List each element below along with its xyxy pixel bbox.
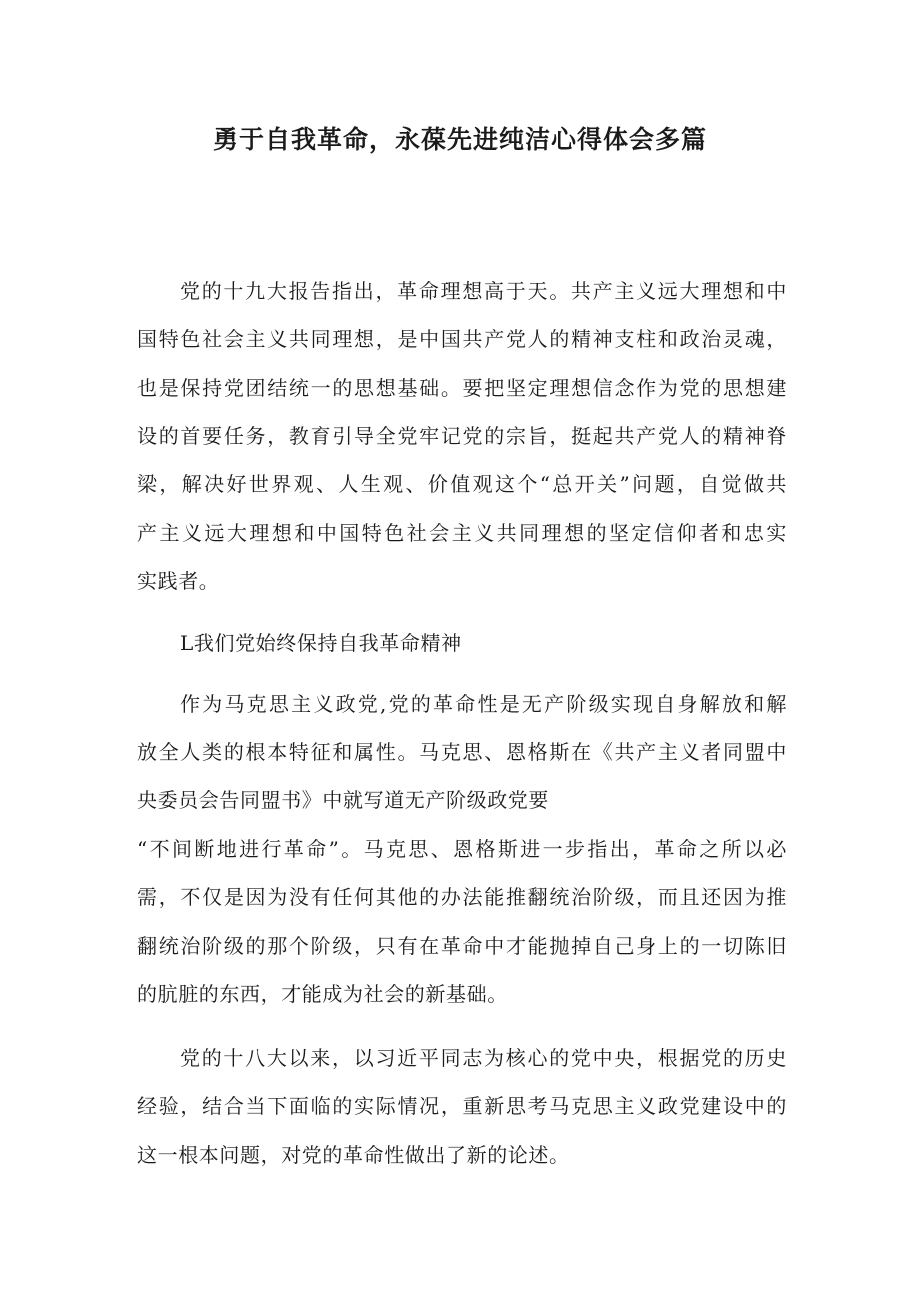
text-line: 党的十九大报告指出，革命理想高于天。共产主义远大理想和中 bbox=[180, 279, 787, 303]
text-line: 也是保持党团结统一的思想基础。要把坚定理想信念作为党的思想建 bbox=[137, 376, 787, 400]
text-line: “不间断地进行革命”。马克思、恩格斯进一步指出，革命之所以必 bbox=[137, 837, 787, 861]
text-line: 需，不仅是因为没有任何其他的办法能推翻统治阶级，而且还因为推 bbox=[137, 885, 787, 909]
text-line: 经验，结合当下面临的实际情况，重新思考马克思主义政党建设中的 bbox=[137, 1094, 787, 1118]
text-line: 梁，解决好世界观、人生观、价值观这个“总开关”问题，自觉做共 bbox=[137, 472, 787, 496]
text-line: 这一根本问题，对党的革命性做出了新的论述。 bbox=[137, 1143, 570, 1167]
text-line: 央委员会告同盟书》中就写道无产阶级政党要 bbox=[137, 788, 549, 812]
text-line: 放全人类的根本特征和属性。马克思、恩格斯在《共产主义者同盟中 bbox=[137, 740, 787, 764]
document-title: 勇于自我革命，永葆先进纯洁心得体会多篇 bbox=[212, 125, 707, 154]
text-line: 作为马克思主义政党,党的革命性是无产阶级实现自身解放和解 bbox=[180, 692, 787, 716]
text-line: 国特色社会主义共同理想，是中国共产党人的精神支柱和政治灵魂， bbox=[137, 327, 787, 351]
text-line: 翻统治阶级的那个阶级，只有在革命中才能抛掉自己身上的一切陈旧 bbox=[137, 934, 787, 958]
section-heading: L我们党始终保持自我革命精神 bbox=[180, 631, 462, 655]
text-line: 的肮脏的东西，才能成为社会的新基础。 bbox=[137, 982, 508, 1006]
text-line: 党的十八大以来，以习近平同志为核心的党中央，根据党的历史 bbox=[180, 1046, 787, 1070]
text-line: 产主义远大理想和中国特色社会主义共同理想的坚定信仰者和忠实 bbox=[137, 521, 787, 545]
text-line: 设的首要任务，教育引导全党牢记党的宗旨，挺起共产党人的精神脊 bbox=[137, 424, 787, 448]
text-line: 实践者。 bbox=[137, 569, 220, 593]
